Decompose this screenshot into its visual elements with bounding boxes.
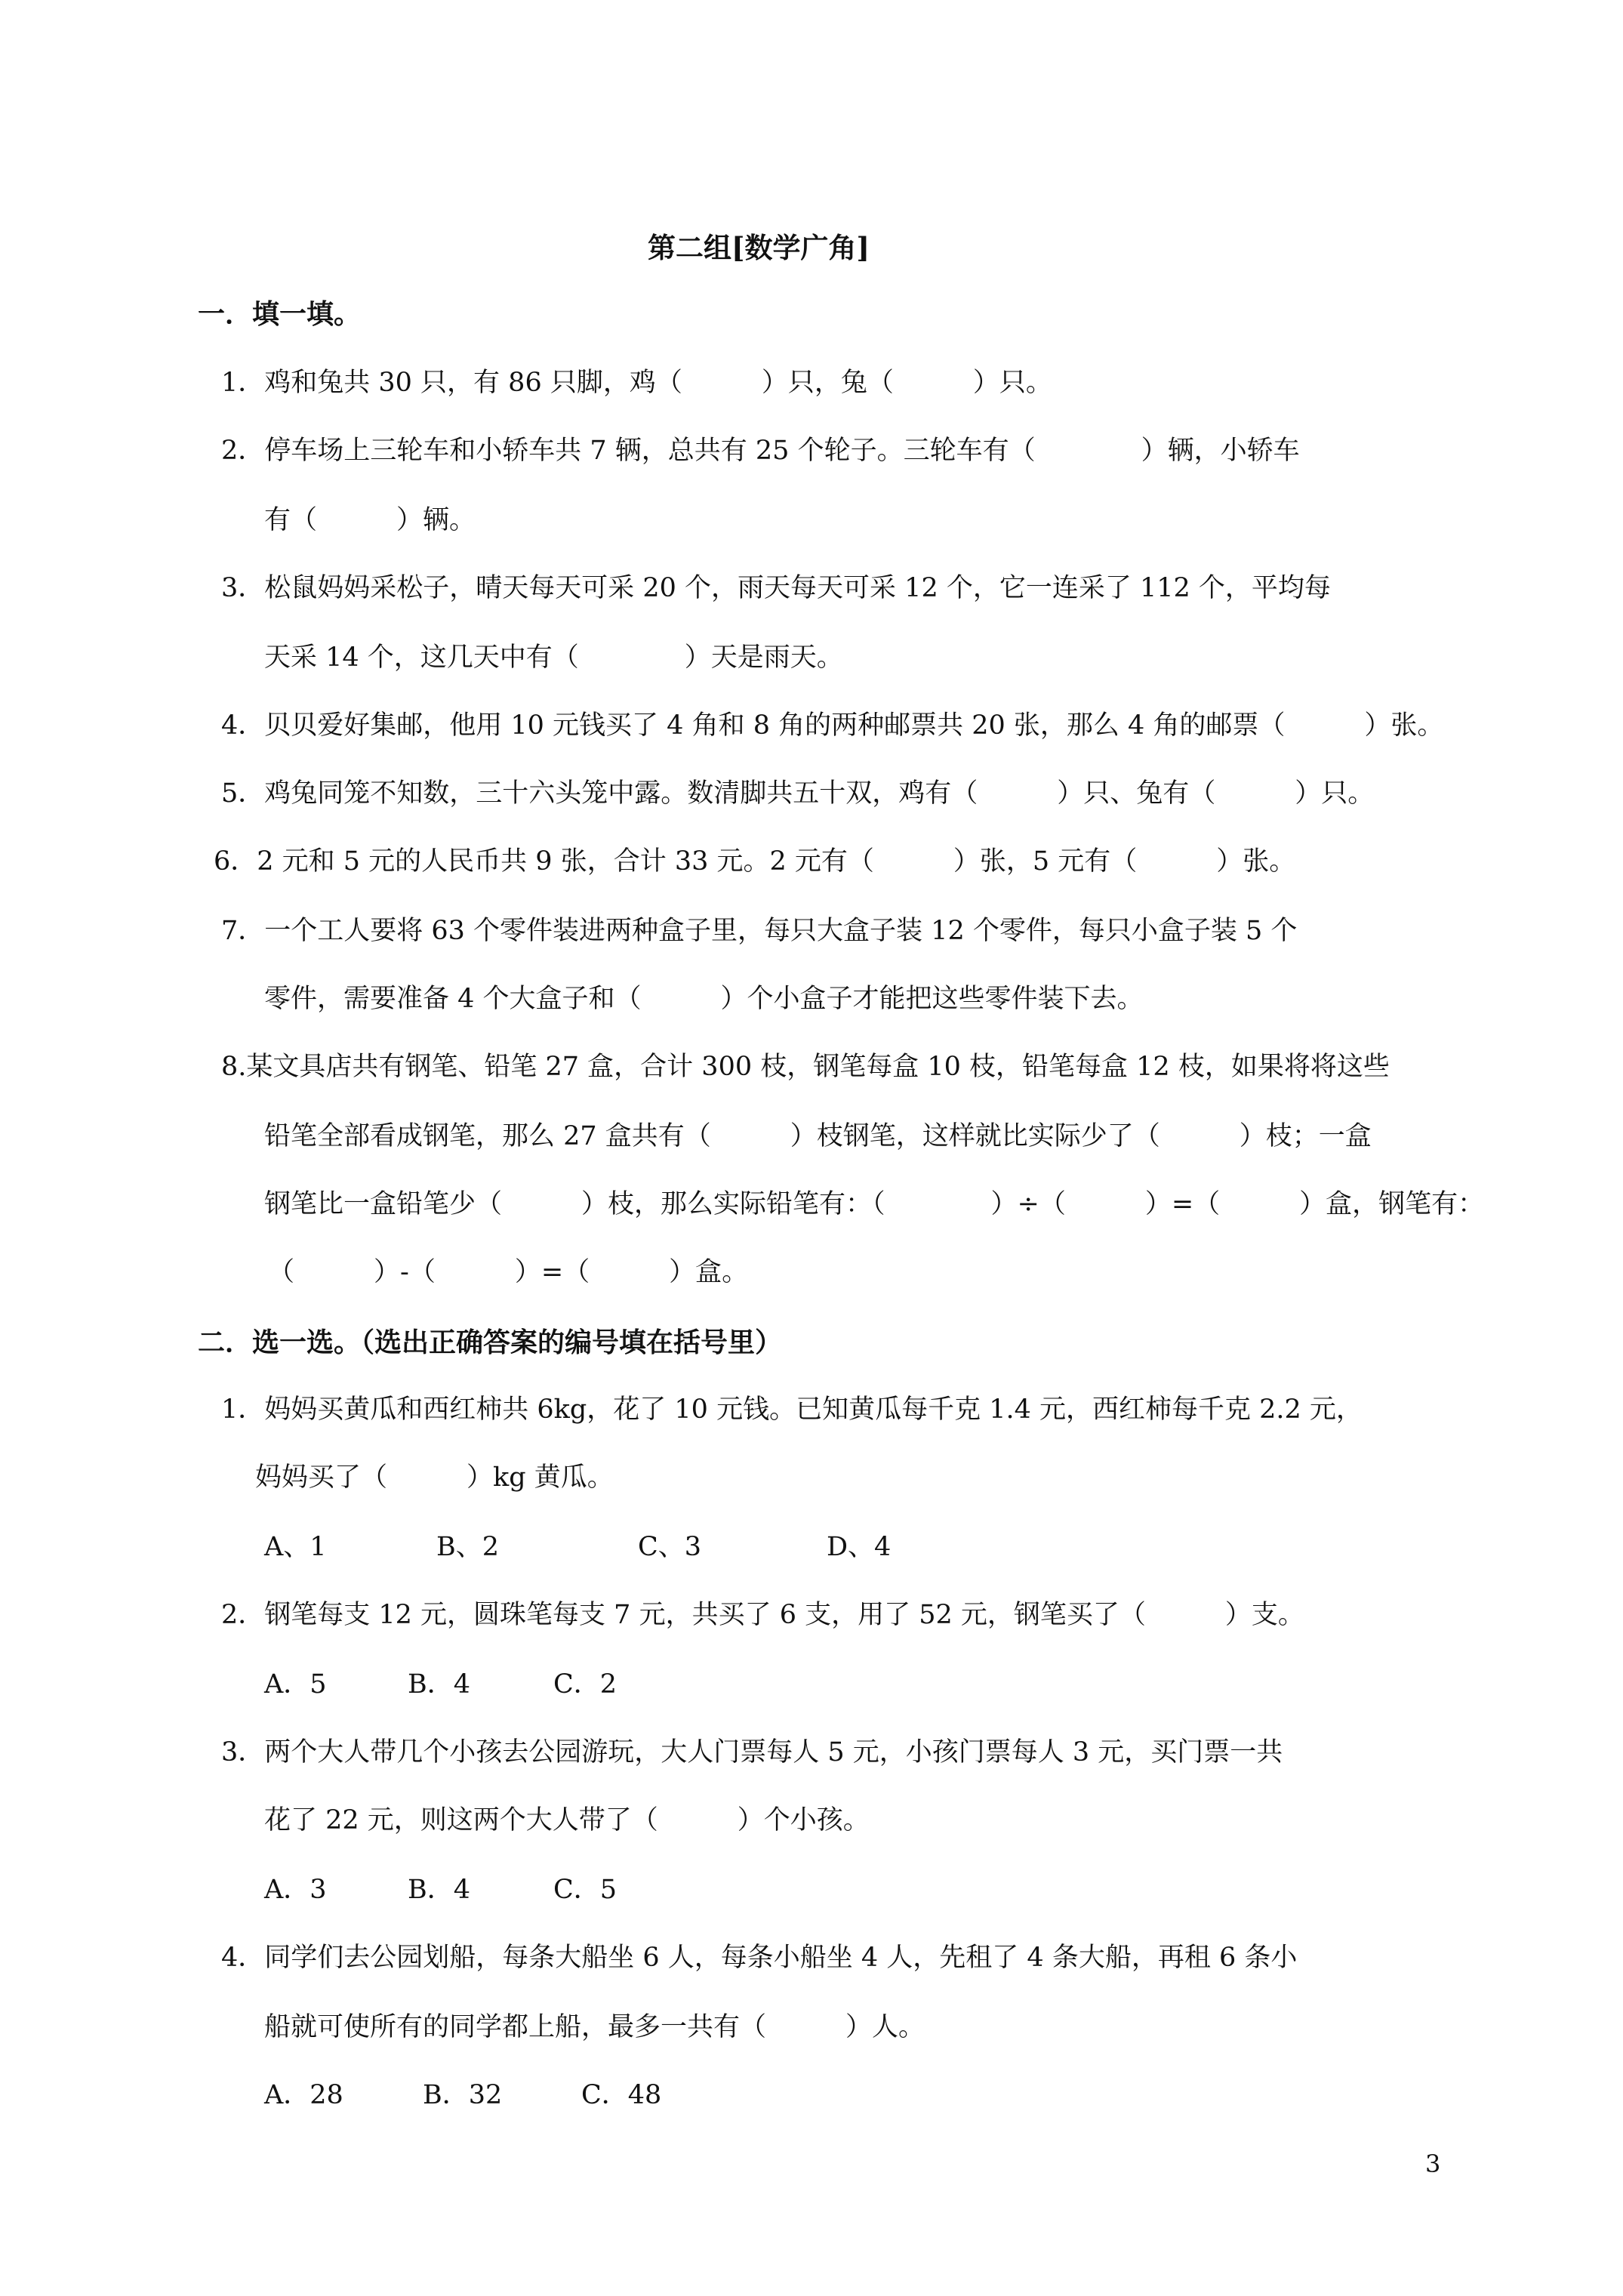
- fill-question-4: 4．贝贝爱好集邮，他用 10 元钱买了 4 角和 8 角的两种邮票共 20 张，那么 4 角的邮票（ ）张。: [221, 710, 1444, 741]
- choice-question-3-option-c: C．5: [553, 1875, 617, 1905]
- choice-question-3-line-2: 花了 22 元，则这两个大人带了（ ）个小孩。: [264, 1805, 870, 1835]
- choice-question-1-line-1: 1．妈妈买黄瓜和西红柿共 6kg，花了 10 元钱。已知黄瓜每千克 1.4 元，西红柿每千克 2.2 元，: [221, 1395, 1363, 1425]
- choice-question-3-option-b: B．4: [408, 1875, 470, 1905]
- choice-question-3-option-a: A．3: [264, 1875, 327, 1905]
- choice-question-4-option-c: C．48: [581, 2080, 662, 2110]
- fill-question-1: 1．鸡和兔共 30 只，有 86 只脚，鸡（ ）只，兔（ ）只。: [221, 368, 1052, 398]
- fill-question-8-line-1: 8.某文具店共有钢笔、铅笔 27 盒，合计 300 枝，钢笔每盒 10 枝，铅笔每盒 12 枝，如果将将这些: [221, 1052, 1390, 1082]
- fill-question-2-line-2: 有（ ）辆。: [264, 505, 476, 535]
- fill-question-7-line-1: 7．一个工人要将 63 个零件装进两种盒子里，每只大盒子装 12 个零件，每只小盒子装 5 个: [221, 916, 1298, 946]
- choice-question-2-option-c: C．2: [553, 1669, 617, 1700]
- fill-question-3-line-1: 3．松鼠妈妈采松子，晴天每天可采 20 个，雨天每天可采 12 个，它一连采了 112 个，平均每: [221, 573, 1331, 603]
- choice-question-1-option-c: C、3: [638, 1532, 702, 1562]
- choice-question-1-option-d: D、4: [827, 1532, 892, 1562]
- fill-question-7-line-2: 零件，需要准备 4 个大盒子和（ ）个小盒子才能把这些零件装下去。: [264, 984, 1144, 1014]
- choice-question-4-line-1: 4．同学们去公园划船，每条大船坐 6 人，每条小船坐 4 人，先租了 4 条大船，再租 6 条小: [221, 1943, 1298, 1973]
- choice-question-4-line-2: 船就可使所有的同学都上船，最多一共有（ ）人。: [264, 2012, 925, 2042]
- choice-question-1-line-2: 妈妈买了（ ）kg 黄瓜。: [255, 1462, 614, 1493]
- choice-question-3-line-1: 3．两个大人带几个小孩去公园游玩，大人门票每人 5 元，小孩门票每人 3 元，买门票一共: [221, 1737, 1283, 1767]
- choice-question-2-option-b: B．4: [408, 1669, 470, 1700]
- fill-question-8-line-3: 钢笔比一盒铅笔少（ ）枝，那么实际铅笔有：（ ）÷（ ）=（ ）盒，钢笔有：: [264, 1189, 1485, 1219]
- fill-question-8-line-2: 铅笔全部看成钢笔，那么 27 盒共有（ ）枝钢笔，这样就比实际少了（ ）枝；一盒: [264, 1121, 1372, 1151]
- choice-question-1-option-b: B、2: [436, 1532, 499, 1562]
- fill-question-6: 6．2 元和 5 元的人民币共 9 张，合计 33 元。2 元有（ ）张，5 元有（ ）张。: [214, 846, 1296, 877]
- choice-question-1-option-a: A、1: [264, 1532, 327, 1562]
- choice-question-2-option-a: A．5: [264, 1669, 327, 1700]
- page-title: 第二组[数学广角]: [648, 231, 870, 264]
- section-2-heading: 二．选一选。（选出正确答案的编号填在括号里）: [198, 1327, 783, 1358]
- fill-question-5: 5．鸡兔同笼不知数，三十六头笼中露。数清脚共五十双，鸡有（ ）只、兔有（ ）只。: [221, 778, 1375, 809]
- choice-question-4-option-a: A．28: [264, 2080, 343, 2110]
- fill-question-2-line-1: 2．停车场上三轮车和小轿车共 7 辆，总共有 25 个轮子。三轮车有（ ）辆，小轿车: [221, 436, 1300, 466]
- choice-question-4-option-b: B．32: [423, 2080, 503, 2110]
- choice-question-2-line-1: 2．钢笔每支 12 元，圆珠笔每支 7 元，共买了 6 支，用了 52 元，钢笔买了（ ）支。: [221, 1600, 1304, 1630]
- section-1-heading: 一．填一填。: [198, 298, 362, 330]
- page-number: 3: [1425, 2150, 1441, 2178]
- fill-question-3-line-2: 天采 14 个，这几天中有（ ）天是雨天。: [264, 643, 843, 673]
- fill-question-8-line-4: （ ）-（ ）=（ ）盒。: [268, 1257, 749, 1287]
